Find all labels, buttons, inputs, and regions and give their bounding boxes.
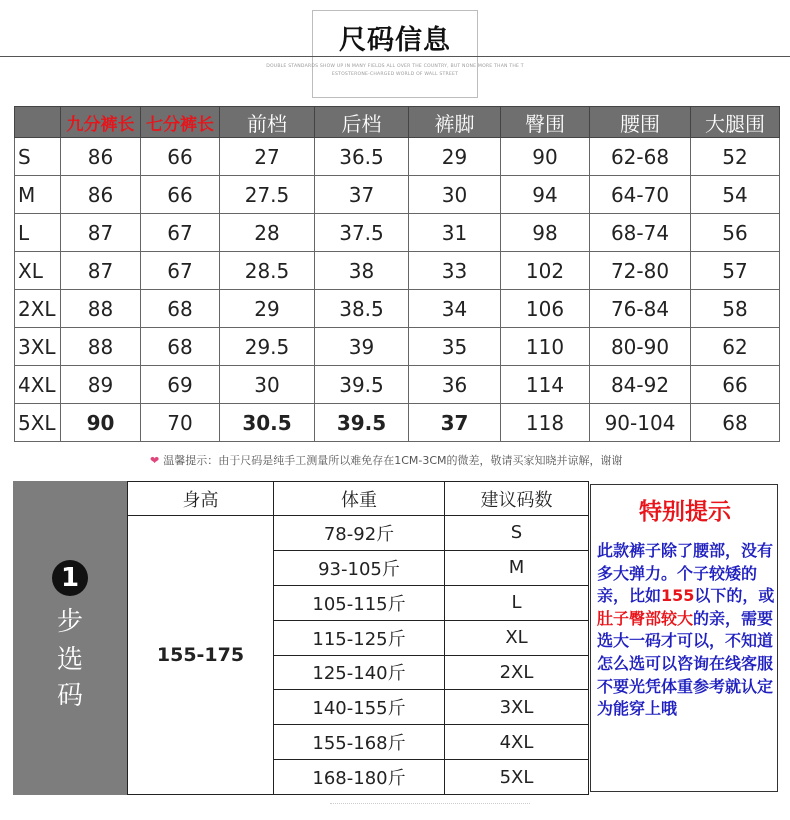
cell-thigh: 68 xyxy=(691,404,780,442)
cell-cropped-length: 67 xyxy=(141,252,220,290)
subtitle-line-1: DOUBLE STANDARDS SHOW UP IN MANY FIELDS ALL OVER THE COUNTRY, BUT NONE MORE THAN THE T xyxy=(266,64,524,69)
suggested-size-cell: 3XL xyxy=(445,690,589,725)
measurement-tip xyxy=(150,452,670,468)
cell-hip: 102 xyxy=(501,252,590,290)
cell-hip: 98 xyxy=(501,214,590,252)
size-row xyxy=(15,138,780,176)
cell-waist: 90-104 xyxy=(590,404,691,442)
cell-hip: 94 xyxy=(501,176,590,214)
cell-size: XL xyxy=(15,252,61,290)
weight-cell: 125-140斤 xyxy=(274,655,445,690)
cell-waist: 80-90 xyxy=(590,328,691,366)
weight-cell: 78-92斤 xyxy=(274,516,445,551)
suggested-size-cell: 2XL xyxy=(445,655,589,690)
header-size xyxy=(15,107,61,138)
cell-waist: 62-68 xyxy=(590,138,691,176)
cell-thigh: 57 xyxy=(691,252,780,290)
decorative-divider xyxy=(330,803,530,807)
notice-text-3: 的亲，需要选大一码才可以，不知道怎么选可以咨询在线客服不要光凭体重参考就认定为能穿上哦 xyxy=(597,608,774,719)
cell-leg-opening: 35 xyxy=(409,328,501,366)
header-thigh: 大腿围 xyxy=(691,107,780,138)
cell-cropped-length: 68 xyxy=(141,290,220,328)
step-char-3: 码 xyxy=(56,681,83,711)
weight-cell: 168-180斤 xyxy=(274,760,445,795)
weight-cell: 140-155斤 xyxy=(274,690,445,725)
cell-thigh: 66 xyxy=(691,366,780,404)
size-table xyxy=(14,106,780,442)
weight-cell: 115-125斤 xyxy=(274,620,445,655)
cell-size: 5XL xyxy=(15,404,61,442)
special-notice xyxy=(590,484,778,792)
height-range-cell: 155-175 xyxy=(128,516,274,795)
suggested-size-cell: M xyxy=(445,550,589,585)
size-row xyxy=(15,404,780,442)
header-back-rise: 后档 xyxy=(315,107,409,138)
cell-size: M xyxy=(15,176,61,214)
size-table-header xyxy=(15,107,780,138)
suggested-size-cell: L xyxy=(445,585,589,620)
cell-leg-opening: 37 xyxy=(409,404,501,442)
notice-height-highlight: 155 xyxy=(661,586,695,606)
cell-full-length: 89 xyxy=(61,366,141,404)
recommendation-row xyxy=(128,516,589,551)
size-row xyxy=(15,252,780,290)
cell-size: 3XL xyxy=(15,328,61,366)
cell-cropped-length: 68 xyxy=(141,328,220,366)
cell-back-rise: 37.5 xyxy=(315,214,409,252)
cell-thigh: 62 xyxy=(691,328,780,366)
size-row xyxy=(15,328,780,366)
header-hip: 臀围 xyxy=(501,107,590,138)
weight-cell: 105-115斤 xyxy=(274,585,445,620)
step-char-2: 选 xyxy=(56,645,83,675)
suggested-size-cell: 4XL xyxy=(445,725,589,760)
cell-waist: 72-80 xyxy=(590,252,691,290)
subtitle-line-2: ESTOSTERONE-CHARGED WORLD OF WALL STREET xyxy=(331,72,459,77)
cell-front-rise: 29.5 xyxy=(220,328,315,366)
cell-size: S xyxy=(15,138,61,176)
notice-body xyxy=(597,540,775,721)
cell-full-length: 86 xyxy=(61,138,141,176)
cell-leg-opening: 29 xyxy=(409,138,501,176)
notice-title: 特别提示 xyxy=(639,499,731,525)
cell-waist: 76-84 xyxy=(590,290,691,328)
cell-cropped-length: 67 xyxy=(141,214,220,252)
cell-full-length: 86 xyxy=(61,176,141,214)
header-waist: 腰围 xyxy=(590,107,691,138)
cell-size: 2XL xyxy=(15,290,61,328)
cell-leg-opening: 36 xyxy=(409,366,501,404)
cell-hip: 90 xyxy=(501,138,590,176)
cell-waist: 84-92 xyxy=(590,366,691,404)
cell-size: 4XL xyxy=(15,366,61,404)
cell-waist: 64-70 xyxy=(590,176,691,214)
cell-thigh: 52 xyxy=(691,138,780,176)
cell-cropped-length: 70 xyxy=(141,404,220,442)
step-panel xyxy=(13,481,127,795)
cell-hip: 110 xyxy=(501,328,590,366)
cell-cropped-length: 66 xyxy=(141,176,220,214)
size-row xyxy=(15,290,780,328)
cell-front-rise: 27 xyxy=(220,138,315,176)
size-row xyxy=(15,176,780,214)
cell-thigh: 58 xyxy=(691,290,780,328)
cell-thigh: 54 xyxy=(691,176,780,214)
size-row xyxy=(15,214,780,252)
cell-cropped-length: 66 xyxy=(141,138,220,176)
header-front-rise: 前档 xyxy=(220,107,315,138)
suggested-size-cell: XL xyxy=(445,620,589,655)
header-height: 身高 xyxy=(128,482,274,516)
suggested-size-cell: S xyxy=(445,516,589,551)
cell-hip: 106 xyxy=(501,290,590,328)
cell-hip: 118 xyxy=(501,404,590,442)
cell-full-length: 87 xyxy=(61,214,141,252)
page-title: 尺码信息 xyxy=(339,25,451,56)
notice-text-1: 此款裤子除了腰部，没有多大弹力。个子较矮的亲，比如 xyxy=(597,541,774,606)
header-suggested-size: 建议码数 xyxy=(445,482,589,516)
cell-leg-opening: 34 xyxy=(409,290,501,328)
notice-body-highlight: 肚子臀部较大 xyxy=(597,608,694,628)
notice-text-2: 以下的，或 xyxy=(694,586,775,606)
cell-back-rise: 36.5 xyxy=(315,138,409,176)
cell-back-rise: 37 xyxy=(315,176,409,214)
weight-cell: 155-168斤 xyxy=(274,725,445,760)
header-cropped-length: 七分裤长 xyxy=(141,107,220,138)
cell-full-length: 87 xyxy=(61,252,141,290)
cell-leg-opening: 30 xyxy=(409,176,501,214)
header-weight: 体重 xyxy=(274,482,445,516)
cell-front-rise: 30 xyxy=(220,366,315,404)
cell-back-rise: 39.5 xyxy=(315,366,409,404)
cell-back-rise: 38.5 xyxy=(315,290,409,328)
tip-text: 温馨提示：由于尺码是纯手工测量所以难免存在1CM-3CM的微差，敬请买家知晓并谅解，谢谢 xyxy=(163,454,623,467)
cell-front-rise: 28 xyxy=(220,214,315,252)
suggested-size-cell: 5XL xyxy=(445,760,589,795)
cell-full-length: 90 xyxy=(61,404,141,442)
cell-full-length: 88 xyxy=(61,328,141,366)
cell-waist: 68-74 xyxy=(590,214,691,252)
cell-leg-opening: 33 xyxy=(409,252,501,290)
cell-full-length: 88 xyxy=(61,290,141,328)
step-number-badge: 1 xyxy=(52,560,88,596)
cell-front-rise: 30.5 xyxy=(220,404,315,442)
cell-front-rise: 28.5 xyxy=(220,252,315,290)
weight-cell: 93-105斤 xyxy=(274,550,445,585)
header-leg-opening: 裤脚 xyxy=(409,107,501,138)
cell-back-rise: 39.5 xyxy=(315,404,409,442)
cell-front-rise: 27.5 xyxy=(220,176,315,214)
cell-front-rise: 29 xyxy=(220,290,315,328)
heart-icon: ❤ xyxy=(150,454,160,467)
cell-thigh: 56 xyxy=(691,214,780,252)
size-row xyxy=(15,366,780,404)
header-full-length: 九分裤长 xyxy=(61,107,141,138)
size-recommendation-table xyxy=(127,481,589,795)
cell-size: L xyxy=(15,214,61,252)
recommendation-header xyxy=(128,482,589,516)
cell-leg-opening: 31 xyxy=(409,214,501,252)
cell-hip: 114 xyxy=(501,366,590,404)
step-char-1: 步 xyxy=(56,607,83,637)
cell-cropped-length: 69 xyxy=(141,366,220,404)
cell-back-rise: 39 xyxy=(315,328,409,366)
cell-back-rise: 38 xyxy=(315,252,409,290)
